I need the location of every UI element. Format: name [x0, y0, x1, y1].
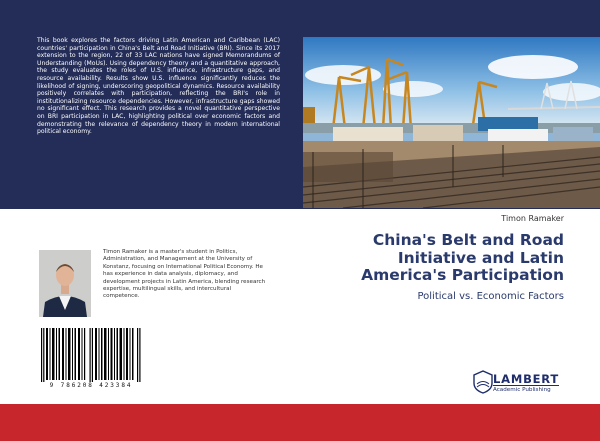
lambert-publisher-logo [472, 370, 568, 396]
isbn-digits: 9 786208 423384 [38, 382, 144, 389]
publisher-subtitle: Academic Publishing [493, 387, 551, 393]
publisher-name: LAMBERT [493, 372, 560, 386]
author-bio: Timon Ramaker is a master's student in Politics, Administration, and Management at the University of Konstanz, focusing on International Political Economy. He has experience in data analysis, diplomacy, and development projects in Latin America, blending research expertise, multilingual skills, and intercultural competence. [103, 249, 266, 300]
book-subtitle: Political vs. Economic Factors [417, 291, 564, 302]
cover-author-name: Timon Ramaker [501, 214, 564, 223]
port-cranes-photo [303, 37, 600, 208]
cover-bottom-band [0, 404, 600, 441]
lap-emblem-icon [472, 370, 494, 394]
back-cover-blurb: This book explores the factors driving Latin American and Caribbean (LAC) countries' participation in China's Belt and Road Initiative (BRI). Since its 2017 extension to the region, 22 of 33 LAC nations have signed Memorandums of Understanding (MoUs). Using dependency theory and a quantitative approach, the study evaluates the roles of U.S. influence, infrastructure gaps, and resource availability. Results show U.S. influence significantly reduces the likelihood of signing, underscoring geopolitical dynamics. Resource availability positively correlates with participation, reflecting the BRI's role in institutionalizing resource dependencies. However, infrastructure gaps showed no significant effect. This research provides a novel quantitative perspective on BRI participation in LAC, highlighting political over economic factors and demonstrating the relevance of dependency theory in modern international political economy. [37, 37, 280, 136]
book-title: China's Belt and Road Initiative and Latin America's Participation [361, 231, 564, 284]
author-portrait [39, 250, 91, 317]
